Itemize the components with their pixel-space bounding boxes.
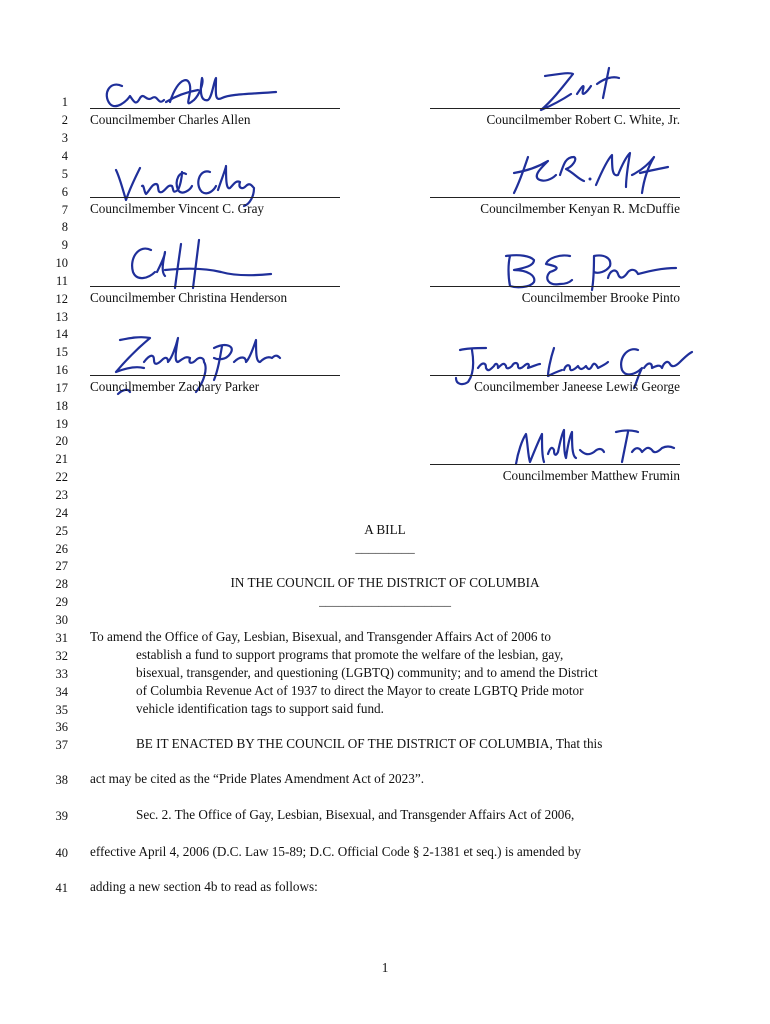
line-number: 30: [55, 613, 68, 627]
line-number: 13: [55, 310, 68, 324]
title-line: of Columbia Revenue Act of 1937 to direct the Mayor to create LGBTQ Pride motor: [136, 683, 584, 698]
line-number: 4: [61, 149, 68, 163]
line-number: 27: [55, 559, 68, 573]
line-number: 29: [55, 595, 68, 609]
line-number: 36: [55, 720, 68, 734]
signature-line: [90, 108, 340, 109]
signature-line: [430, 108, 680, 109]
line-number: 39: [55, 809, 68, 823]
title-line: establish a fund to support programs that promote the welfare of the lesbian, gay,: [136, 647, 564, 662]
title-line: vehicle identification tags to support said fund.: [136, 701, 384, 716]
signer-name: Councilmember Brooke Pinto: [521, 290, 680, 305]
line-number: 40: [55, 846, 68, 860]
body-line: adding a new section 4b to read as follows:: [90, 879, 318, 894]
line-number: 38: [55, 773, 68, 787]
line-number: 1: [61, 95, 68, 109]
signer-name: Councilmember Kenyan R. McDuffie: [480, 201, 680, 216]
line-number: 21: [55, 452, 68, 466]
line-number: 19: [55, 417, 68, 431]
signature-line: [430, 197, 680, 198]
body-line: effective April 4, 2006 (D.C. Law 15-89; D.C. Official Code § 2-1381 et seq.) is amended by: [90, 844, 582, 859]
signature-line: [90, 286, 340, 287]
line-number: 6: [61, 185, 68, 199]
line-number: 18: [55, 399, 68, 413]
council-heading: IN THE COUNCIL OF THE DISTRICT OF COLUMBIA: [230, 575, 540, 590]
line-number: 25: [55, 524, 68, 538]
line-number: 9: [61, 238, 68, 252]
signer-name: Councilmember Matthew Frumin: [502, 468, 680, 483]
signature-line: [430, 375, 680, 376]
signature-line: [90, 375, 340, 376]
line-number: 10: [55, 256, 68, 270]
signature-line: [430, 464, 680, 465]
signer-name: Councilmember Zachary Parker: [90, 379, 260, 394]
line-number: 2: [61, 113, 68, 127]
council-blank: ____________________: [319, 593, 451, 608]
signature-line: [430, 286, 680, 287]
title-line: To amend the Office of Gay, Lesbian, Bisexual, and Transgender Affairs Act of 2006 to: [90, 629, 552, 644]
line-number: 35: [55, 703, 68, 717]
line-number: 41: [55, 881, 68, 895]
line-number: 33: [55, 667, 68, 681]
bill-heading: A BILL: [364, 522, 406, 537]
line-number: 34: [55, 685, 68, 699]
line-number: 26: [55, 542, 68, 556]
section-heading-line: Sec. 2. The Office of Gay, Lesbian, Bisexual, and Transgender Affairs Act of 2006,: [136, 807, 575, 822]
line-number: 37: [55, 738, 68, 752]
enacting-clause: BE IT ENACTED BY THE COUNCIL OF THE DISTRICT OF COLUMBIA, That this: [136, 736, 603, 751]
signature-christina-henderson: [125, 238, 275, 297]
line-number: 5: [61, 167, 68, 181]
line-number: 31: [55, 631, 68, 645]
signature-robert-white: [535, 64, 635, 118]
signer-name: Councilmember Vincent C. Gray: [90, 201, 265, 216]
bill-number-blank: _________: [355, 540, 415, 555]
page-number: 1: [381, 960, 389, 975]
signer-name: Councilmember Charles Allen: [90, 112, 251, 127]
line-number: 22: [55, 470, 68, 484]
title-line: bisexual, transgender, and questioning (LGBTQ) community; and to amend the District: [136, 665, 598, 680]
line-number: 24: [55, 506, 68, 520]
body-line: act may be cited as the “Pride Plates Amendment Act of 2023”.: [90, 771, 424, 786]
line-number: 3: [61, 131, 68, 145]
line-number: 7: [61, 203, 68, 217]
signer-name: Councilmember Christina Henderson: [90, 290, 288, 305]
line-number: 14: [55, 327, 68, 341]
line-number: 11: [55, 274, 68, 288]
signer-name: Councilmember Robert C. White, Jr.: [486, 112, 680, 127]
line-number: 8: [61, 220, 68, 234]
line-number: 17: [55, 381, 68, 395]
line-number: 28: [55, 577, 68, 591]
line-number: 20: [55, 434, 68, 448]
signature-matthew-frumin: [512, 424, 677, 473]
line-number: 23: [55, 488, 68, 502]
signer-name: Councilmember Janeese Lewis George: [474, 379, 680, 394]
signature-line: [90, 197, 340, 198]
line-number: 15: [55, 345, 68, 359]
line-number: 12: [55, 292, 68, 306]
line-number: 16: [55, 363, 68, 377]
signature-kenyan-mcduffie: [508, 145, 673, 204]
line-number: 32: [55, 649, 68, 663]
